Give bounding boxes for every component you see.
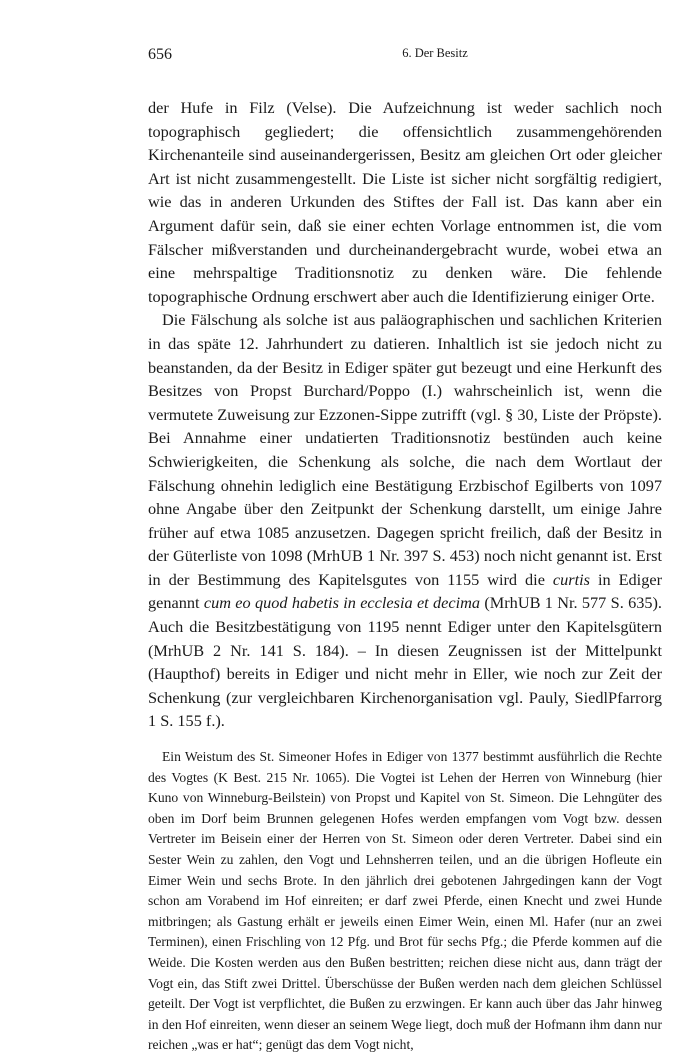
running-title: 6. Der Besitz <box>402 46 468 60</box>
text-run: Die Fälschung als solche ist aus paläographischen und sachlichen Kriterien in das späte 12. Jahrhundert zu datieren. Inhaltlich ist sie jedoch nicht zu beanstanden, da der Besitz in Ediger später gut bezeugt und eine Herkunft des Besitzes von Propst Burchard/Poppo (I.) wahrscheinlich ist, wenn die vermutete Zuweisung zur Ezzonen-Sippe zutrifft (vgl. § 30, Liste der Pröpste). Bei Annahme einer undatierten Traditionsnotiz bestünden auch keine Schwierigkeiten, die Schenkung als solche, die nach dem Wortlaut der Fälschung ohnehin lediglich eine Bestätigung Erzbischof Egilberts von 1097 ohne Angabe über den Zeitpunkt der Schenkung darstellt, um einige Jahre früher auf etwa 1085 anzusetzen. Dagegen spricht freilich, daß der Besitz in der Güterliste von 1098 (MrhUB 1 Nr. 397 S. 453) noch nicht genannt ist. Erst in der Bestimmung des Kapitelsgutes von 1155 wird die <box>148 310 662 589</box>
paragraph <box>148 308 662 733</box>
paragraph: Ein Weistum des St. Simeoner Hofes in Ediger von 1377 bestimmt ausführlich die Rechte des Vogtes (K Best. 215 Nr. 1065). Die Vogtei ist Lehen der Herren von Winneburg (hier Kuno von Winneburg-Beilstein) von Propst und Kapitel von St. Simeon. Die Lehngüter des oben im Dorf beim Brunnen gelegenen Hofes werden empfangen vom Vogt bzw. dessen Vertreter im Beisein einer der Herren von St. Simeon oder deren Vertreter. Dabei sind ein Sester Wein zu zahlen, den Vogt und Lehnsherren teilen, und an die übrigen Hofleute ein Eimer Wein und sechs Brote. In den jährlich drei gebotenen Jahrgedingen kann der Vogt schon am Vorabend im Hof einreiten; er darf zwei Pferde, einen Knecht und zwei Hunde mitbringen; als Gastung erhält er jeweils einen Eimer Wein, einen Ml. Hafer (nur an zwei Terminen), einen Frischling von 12 Pfg. und Brot für sechs Pfg.; die Pferde kommen auf die Weide. Die Kosten werden aus den Bußen bestritten; reichen diese nicht aus, dann trägt der Vogt ein, das Stift zwei Drittel. Überschüsse der Bußen werden nach dem gleichen Schlüssel geteilt. Der Vogt ist verpflichtet, die Bußen zu erzwingen. Er kann auch über das Jahr hinweg in den Hof einreiten, wenn dieser an seinem Wege liegt, doch muß der Hofmann ihm dann nur reichen „was er hat“; genügt das dem Vogt nicht, <box>148 749 662 1053</box>
text-run: in Ediger genannt <box>148 569 662 613</box>
small-print-section <box>148 747 662 1056</box>
latin-quote: cum eo quod habetis in ecclesia et decima <box>203 593 481 613</box>
text-run: (MrhUB 1 Nr. 577 S. 635). Auch die Besitzbestätigung von 1195 nennt Ediger unter den Kapitelsgütern (MrhUB 2 Nr. 141 S. 184). – In diesen Zeugnissen ist der Mittelpunkt (Haupthof) bereits in Ediger und nicht mehr in Eller, wie noch zur Zeit der Schenkung (zur vergleichbaren Kirchenorganisation vgl. Pauly, SiedlPfarrorg 1 S. 155 f.). <box>148 593 662 731</box>
page-body <box>148 96 662 1056</box>
page-number: 656 <box>148 46 172 63</box>
page-header <box>148 46 662 68</box>
book-page <box>148 46 662 1056</box>
paragraph: der Hufe in Filz (Velse). Die Aufzeichnung ist weder sachlich noch topographisch gegliedert; die offensichtlich zusammengehörenden Kirchenanteile sind auseinandergerissen, Besitz am gleichen Ort oder gleicher Art ist nicht zusammengestellt. Die Liste ist sicher nicht sorgfältig redigiert, wie das in anderen Urkunden des Stiftes der Fall ist. Das kann aber ein Argument dafür sein, daß sie einer echten Vorlage entnommen ist, die vom Fälscher mißverstanden und durcheinandergebracht wurde, wobei etwa an eine mehrspaltige Traditionsnotiz zu denken wäre. Die fehlende topographische Ordnung erschwert aber auch die Identifizierung einiger Orte. <box>148 98 662 306</box>
main-text <box>148 96 662 733</box>
latin-term: curtis <box>552 569 590 589</box>
